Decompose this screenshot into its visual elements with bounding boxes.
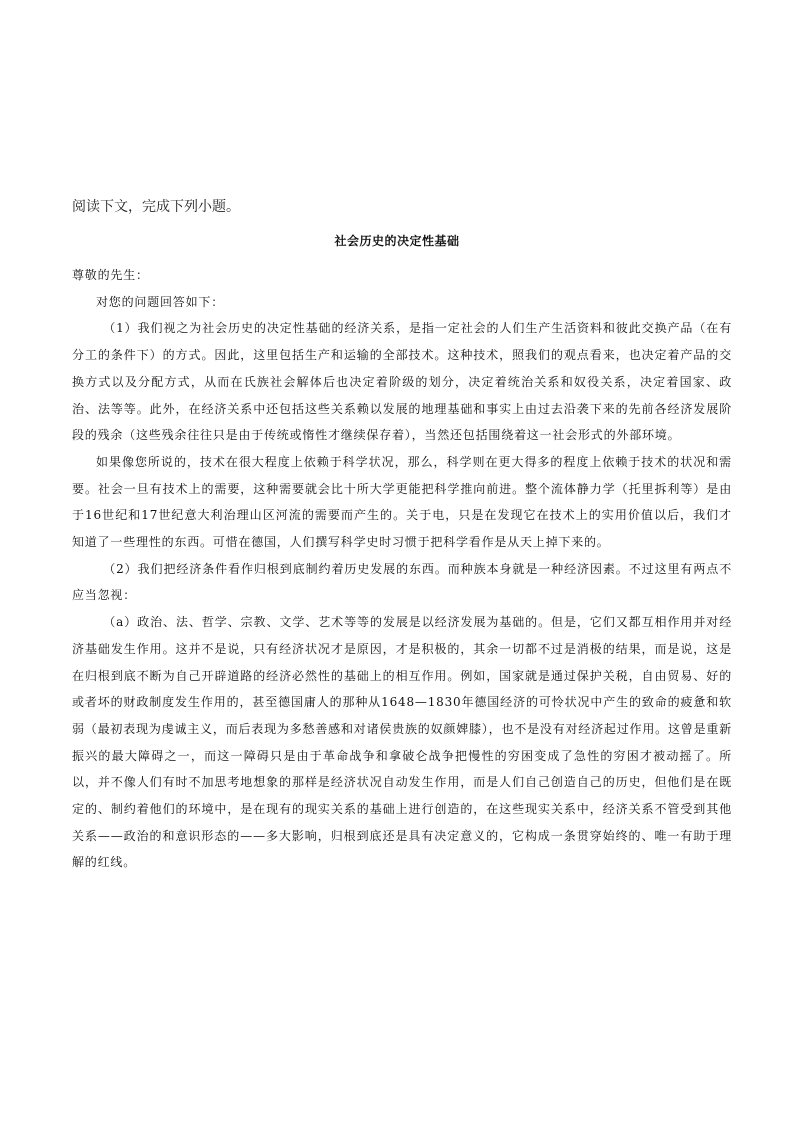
paragraph-2: 如果像您所说的，技术在很大程度上依赖于科学状况，那么，科学则在更大得多的程度上依赖于技术的状况和需要。社会一旦有技术上的需要，这种需要就会比十所大学更能把科学推向前进。整个流体静力学（托里拆利等）是由于16世纪和17世纪意大利治理山区河流的需要而产生的。关于电，只是在发现它在技术上的实用价值以后，我们才知道了一些理性的东西。可惜在德国，人们撰写科学史时习惯于把科学看作是从天上掉下来的。 bbox=[72, 454, 732, 550]
paragraph-1: （1）我们视之为社会历史的决定性基础的经济关系，是指一定社会的人们生产生活资料和彼此交换产品（在有分工的条件下）的方式。因此，这里包括生产和运输的全部技术。这种技术，照我们的观点看来，也决定着产品的交换方式以及分配方式，从而在氏族社会解体后也决定着阶级的划分，决定着统治关系和奴役关系，决定着国家、政治、法等等。此外，在经济关系中还包括这些关系赖以发展的地理基础和事实上由过去沿袭下来的先前各经济发展阶段的残余（这些残余往往只是由于传统或惰性才继续保存着），当然还包括围绕着这一社会形式的外部环境。 bbox=[72, 321, 732, 443]
salutation: 尊敬的先生： bbox=[72, 268, 149, 282]
article-body bbox=[72, 262, 732, 876]
paragraph-4: （a）政治、法、哲学、宗教、文学、艺术等等的发展是以经济发展为基础的。但是，它们又都互相作用并对经济基础发生作用。这并不是说，只有经济状况才是原因，才是积极的，其余一切都不过是消极的结果，而是说，这是在归根到底不断为自己开辟道路的经济必然性的基础上的相互作用。例如，国家就是通过保护关税，自由贸易、好的或者坏的财政制度发生作用的，甚至德国庸人的那种从1648—1830年德国经济的可怜状况中产生的致命的疲惫和软弱（最初表现为虔诚主义，而后表现为多愁善感和对诸侯贵族的奴颜婢膝），也不是没有对经济起过作用。这曾是重新振兴的最大障碍之一，而这一障碍只是由于革命战争和拿破仑战争把慢性的穷困变成了急性的穷困才被动摇了。所以，并不像人们有时不加思考地想象的那样是经济状况自动发生作用，而是人们自己创造自己的历史，但他们是在既定的、制约着他们的环境中，是在现有的现实关系的基础上进行创造的，在这些现实关系中，经济关系不管受到其他关系——政治的和意识形态的——多大影响，归根到底还是具有决定意义的，它构成一条贯穿始终的、唯一有助于理解的红线。 bbox=[72, 615, 732, 870]
question-instruction: 阅读下文，完成下列小题。 bbox=[72, 199, 240, 215]
article-title: 社会历史的决定性基础 bbox=[334, 234, 460, 248]
paragraph-3: （2）我们把经济条件看作归根到底制约着历史发展的东西。而种族本身就是一种经济因素。不过这里有两点不应当忽视： bbox=[72, 561, 732, 603]
paragraph-intro: 对您的问题回答如下： bbox=[96, 294, 225, 309]
